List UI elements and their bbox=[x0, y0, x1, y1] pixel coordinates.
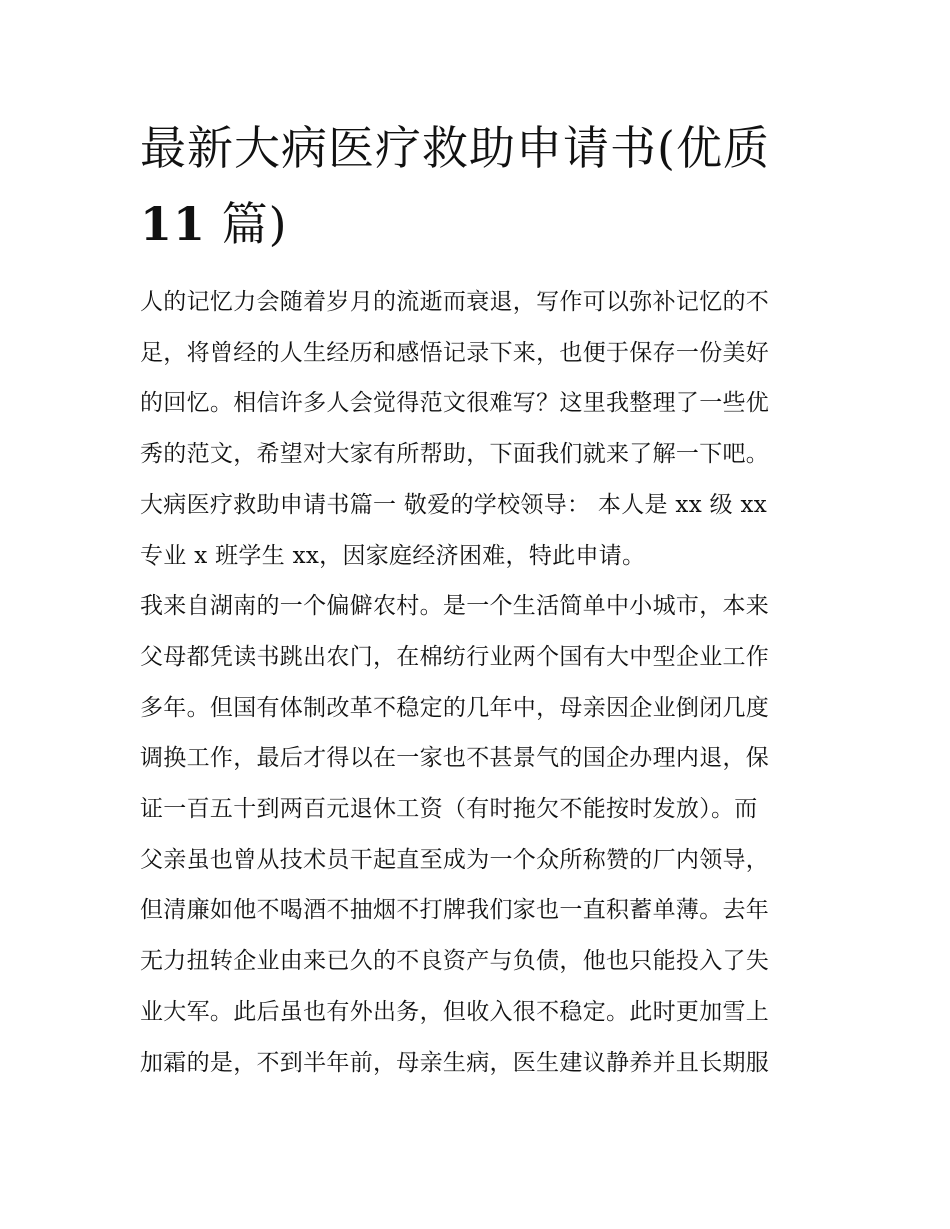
body-line: 加霜的是，不到半年前，母亲生病，医生建议静养并且长期服 bbox=[140, 1049, 770, 1076]
body-line: 父母都凭读书跳出农门，在棉纺行业两个国有大中型企业工作 bbox=[140, 643, 770, 670]
document-body bbox=[140, 277, 820, 1088]
body-line: 父亲虽也曾从技术员干起直至成为一个众所称赞的厂内领导， bbox=[140, 846, 770, 873]
body-line: 调换工作，最后才得以在一家也不甚景气的国企办理内退，保 bbox=[140, 745, 770, 772]
body-line: 的回忆。相信许多人会觉得范文很难写？这里我整理了一些优 bbox=[140, 390, 770, 417]
body-line: 足，将曾经的人生经历和感悟记录下来，也便于保存一份美好 bbox=[140, 339, 770, 366]
body-line: 证一百五十到两百元退休工资（有时拖欠不能按时发放）。而 bbox=[140, 796, 758, 823]
body-line: 人的记忆力会随着岁月的流逝而衰退，写作可以弥补记忆的不 bbox=[140, 289, 770, 315]
body-line: 秀的范文，希望对大家有所帮助，下面我们就来了解一下吧。 bbox=[140, 441, 770, 468]
title-article-count: 11 bbox=[140, 197, 207, 251]
body-line: 业大军。此后虽也有外出务，但收入很不稳定。此时更加雪上 bbox=[140, 998, 770, 1025]
title-line-1: 最新大病医疗救助申请书(优质 bbox=[140, 121, 770, 175]
body-line: 大病医疗救助申请书篇一 敬爱的学校领导： 本人是 xx 级 xx bbox=[140, 491, 768, 518]
body-line: 我来自湖南的一个偏僻农村。是一个生活简单中小城市，本来 bbox=[140, 593, 770, 620]
body-line: 专业 x 班学生 xx，因家庭经济困难，特此申请。 bbox=[140, 542, 646, 569]
document-title bbox=[140, 110, 820, 262]
body-line: 无力扭转企业由来已久的不良资产与负债，他也只能投入了失 bbox=[140, 948, 770, 975]
body-line: 多年。但国有体制改革不稳定的几年中，母亲因企业倒闭几度 bbox=[140, 694, 770, 721]
title-line-2-suffix: 篇) bbox=[221, 197, 288, 251]
body-line: 但清廉如他不喝酒不抽烟不打牌我们家也一直积蓄单薄。去年 bbox=[140, 897, 770, 924]
